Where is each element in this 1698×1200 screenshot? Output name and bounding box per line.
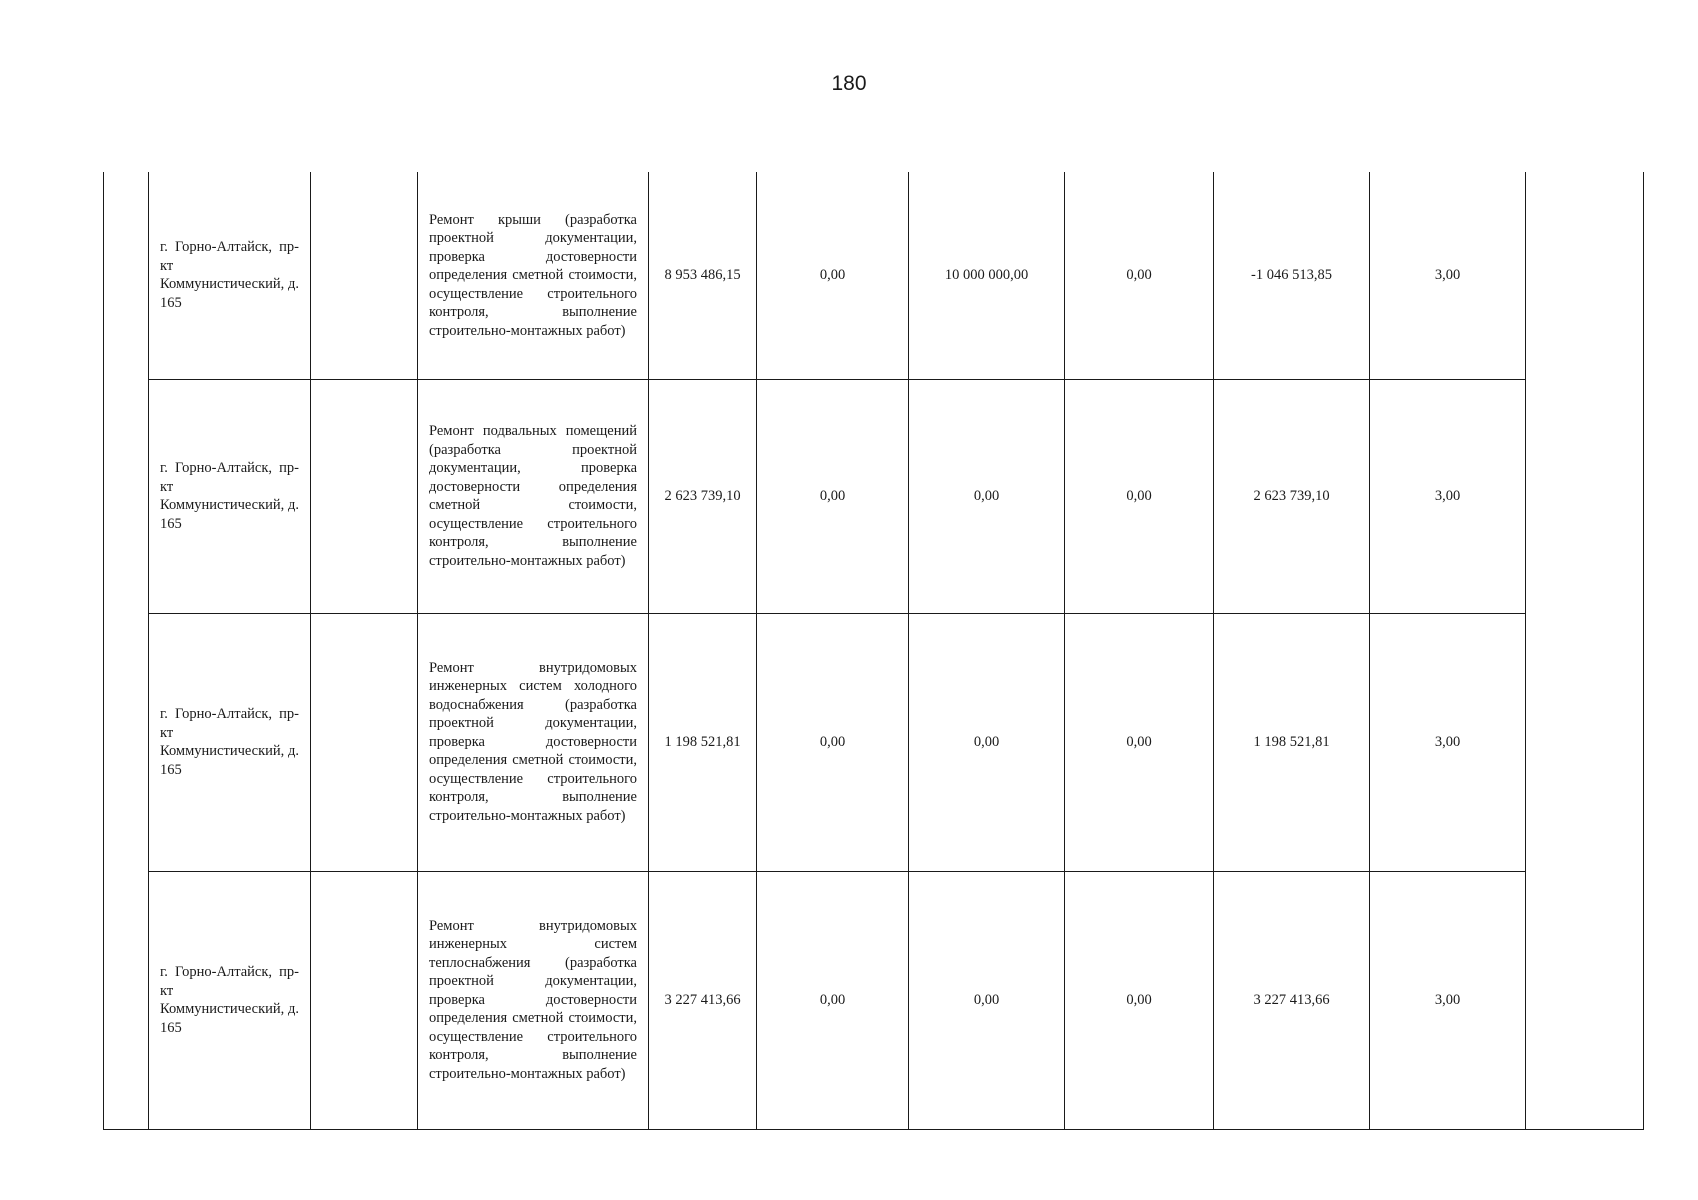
empty-cell <box>311 613 418 871</box>
value-cell-5: -1 046 513,85 <box>1214 172 1370 379</box>
page-number: 180 <box>831 72 867 95</box>
empty-cell <box>311 871 418 1129</box>
value-cell-3: 0,00 <box>909 613 1065 871</box>
value-cell-4: 0,00 <box>1065 379 1214 613</box>
address-cell: г. Горно-Алтайск, пр-кт Коммунистический, д. 165 <box>149 172 311 379</box>
address-cell: г. Горно-Алтайск, пр-кт Коммунистический, д. 165 <box>149 613 311 871</box>
table-row <box>104 379 1644 613</box>
capital-repair-table <box>103 172 1643 1129</box>
value-cell-2: 0,00 <box>757 379 909 613</box>
repair-works-table <box>103 172 1644 1130</box>
table-row <box>104 871 1644 1129</box>
value-cell-3: 10 000 000,00 <box>909 172 1065 379</box>
empty-cell <box>311 379 418 613</box>
total-cost-cell: 3 227 413,66 <box>649 871 757 1129</box>
value-cell-3: 0,00 <box>909 379 1065 613</box>
address-cell: г. Горно-Алтайск, пр-кт Коммунистический, д. 165 <box>149 871 311 1129</box>
address-cell: г. Горно-Алтайск, пр-кт Коммунистический, д. 165 <box>149 379 311 613</box>
total-cost-cell: 1 198 521,81 <box>649 613 757 871</box>
total-cost-cell: 2 623 739,10 <box>649 379 757 613</box>
empty-cell <box>311 172 418 379</box>
work-description-cell: Ремонт крыши (разработка проектной документации, проверка достоверности определения сметной стоимости, осуществление строительного контроля, выполнение строительно-монтажных работ) <box>418 172 649 379</box>
value-cell-4: 0,00 <box>1065 871 1214 1129</box>
value-cell-4: 0,00 <box>1065 613 1214 871</box>
table-row <box>104 613 1644 871</box>
value-cell-2: 0,00 <box>757 613 909 871</box>
value-cell-2: 0,00 <box>757 871 909 1129</box>
value-cell-6: 3,00 <box>1370 871 1526 1129</box>
table-row <box>104 172 1644 379</box>
row-number-cell <box>104 172 149 1129</box>
trailing-cell <box>1526 172 1644 1129</box>
work-description-cell: Ремонт внутридомовых инженерных систем теплоснабжения (разработка проектной документации, проверка достоверности определения сметной стоимости, осуществление строительного контроля, выполнение строительно-монтажных работ) <box>418 871 649 1129</box>
value-cell-2: 0,00 <box>757 172 909 379</box>
work-description-cell: Ремонт внутридомовых инженерных систем холодного водоснабжения (разработка проектной документации, проверка достоверности определения сметной стоимости, осуществление строительного контроля, выполнение строительно-монтажных работ) <box>418 613 649 871</box>
value-cell-5: 2 623 739,10 <box>1214 379 1370 613</box>
value-cell-5: 1 198 521,81 <box>1214 613 1370 871</box>
value-cell-6: 3,00 <box>1370 379 1526 613</box>
value-cell-6: 3,00 <box>1370 613 1526 871</box>
value-cell-6: 3,00 <box>1370 172 1526 379</box>
value-cell-3: 0,00 <box>909 871 1065 1129</box>
value-cell-4: 0,00 <box>1065 172 1214 379</box>
total-cost-cell: 8 953 486,15 <box>649 172 757 379</box>
work-description-cell: Ремонт подвальных помещений (разработка проектной документации, проверка достоверности определения сметной стоимости, осуществление строительного контроля, выполнение строительно-монтажных работ) <box>418 379 649 613</box>
value-cell-5: 3 227 413,66 <box>1214 871 1370 1129</box>
